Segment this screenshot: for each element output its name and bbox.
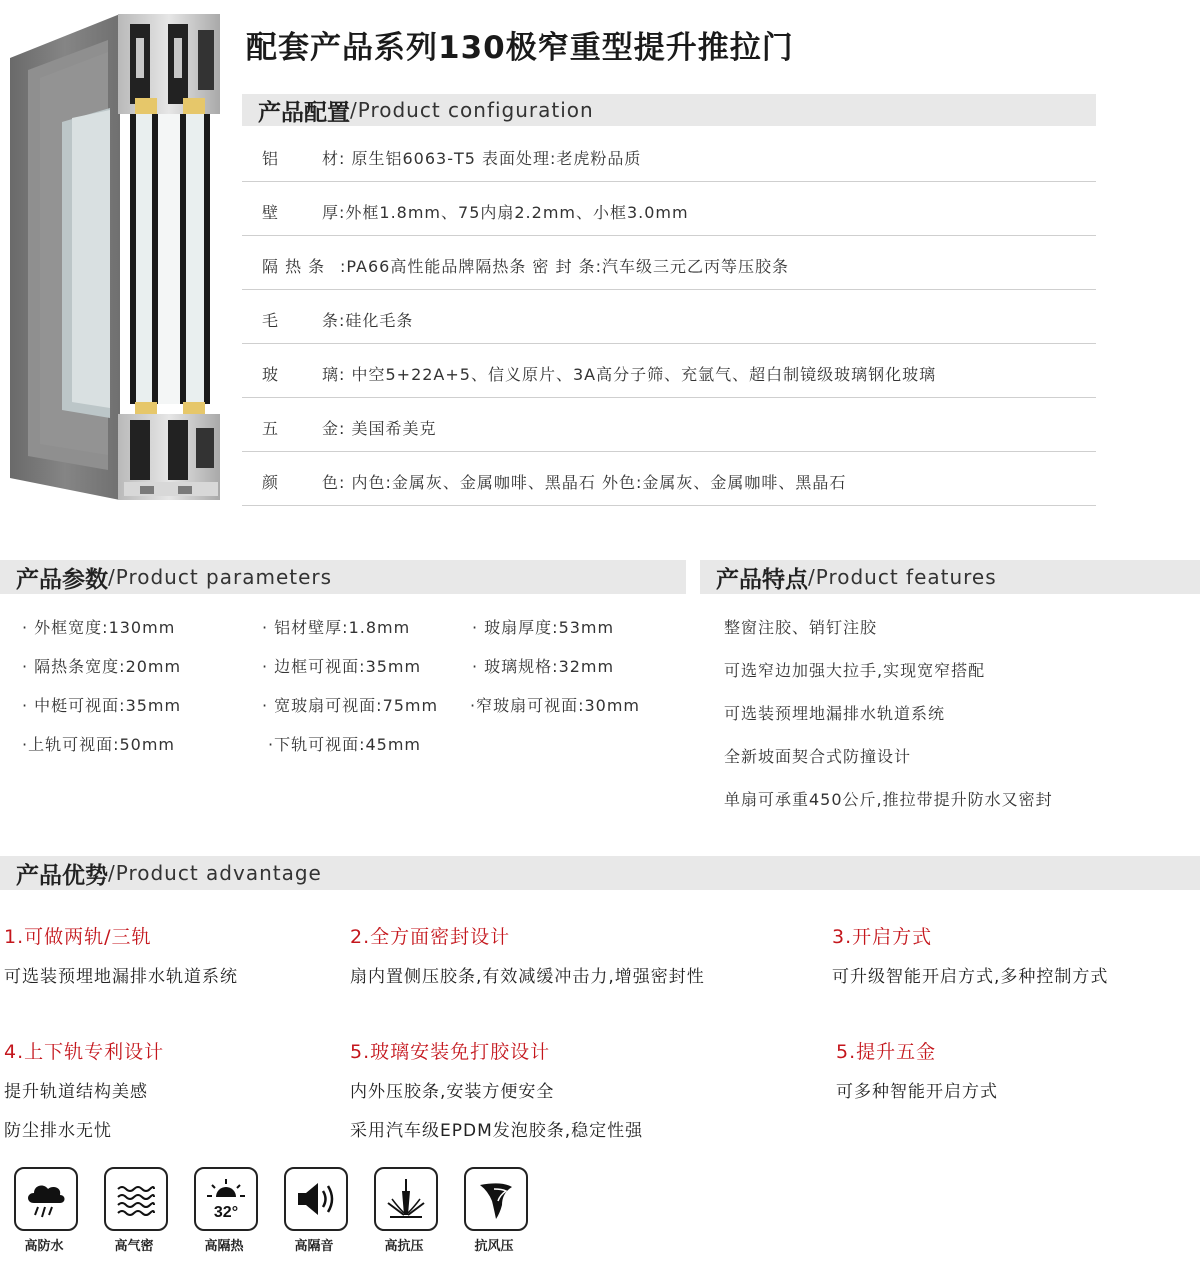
feature-item: 全新坡面契合式防撞设计 [724,747,912,766]
config-row-value: 材: 原生铝6063-T5 表面处理:老虎粉品质 [322,149,642,168]
sun-heat-icon [194,1167,258,1231]
advantage-line: 提升轨道结构美感 [4,1082,148,1102]
config-heading-cn: 产品配置 [258,99,350,126]
params-heading-en: /Product parameters [108,565,333,589]
advantage-line: 可多种智能开启方式 [836,1082,998,1102]
config-row-label: 颜 [262,473,280,492]
config-row-value: 璃: 中空5+22A+5、信义原片、3A高分子筛、充氩气、超白制镜级玻璃钢化玻璃 [322,365,937,384]
param-item: ·上轨可视面:50mm [22,735,176,754]
product-illustration [0,0,232,515]
speaker-icon [284,1167,348,1231]
advantage-line: 可升级智能开启方式,多种控制方式 [832,967,1109,987]
rain-cloud-icon [14,1167,78,1231]
wind-icon [464,1167,528,1231]
features-section-header [700,560,1200,594]
config-row-label: 隔 热 条 [262,257,326,276]
param-item: ·窄玻扇可视面:30mm [470,696,641,715]
param-item: · 外框宽度:130mm [22,618,176,637]
advantage-line: 采用汽车级EPDM发泡胶条,稳定性强 [350,1121,644,1141]
param-item: · 玻璃规格:32mm [472,657,615,676]
temperature-text: 32° [213,1204,239,1221]
param-item: · 玻扇厚度:53mm [472,618,615,637]
config-section-header [242,94,1096,126]
config-row-label: 壁 [262,203,280,222]
advantage-line: 内外压胶条,安装方便安全 [350,1082,555,1102]
config-heading-en: /Product configuration [350,98,594,122]
advantage-heading-cn: 产品优势 [16,862,108,889]
config-row-value: 色: 内色:金属灰、金属咖啡、黑晶石 外色:金属灰、金属咖啡、黑晶石 [322,473,847,492]
params-heading-cn: 产品参数 [16,566,108,593]
advantage-title: 4.上下轨专利设计 [4,1041,165,1063]
param-item: · 宽玻扇可视面:75mm [262,696,439,715]
feature-item: 可选窄边加强大拉手,实现宽窄搭配 [724,661,986,680]
feature-item: 整窗注胶、销钉注胶 [724,618,878,637]
config-row [242,236,1096,290]
advantage-line: 可选装预埋地漏排水轨道系统 [4,967,238,987]
icon-label: 高隔热 [204,1239,244,1254]
config-row-label: 铝 [262,149,280,168]
tower-icon [374,1167,438,1231]
param-item: · 中梃可视面:35mm [22,696,182,715]
advantage-section-header [0,856,1200,890]
advantage-line: 防尘排水无忧 [4,1121,112,1141]
feature-item: 单扇可承重450公斤,推拉带提升防水又密封 [724,790,1053,809]
advantage-title: 5.玻璃安装免打胶设计 [350,1041,551,1063]
config-row-label: 毛 [262,311,280,330]
params-section-header [0,560,686,594]
features-heading-cn: 产品特点 [716,566,808,593]
config-row [242,398,1096,452]
config-row-label: 五 [262,419,280,438]
advantage-title: 3.开启方式 [832,926,933,948]
advantage-heading-en: /Product advantage [108,861,322,885]
config-row [242,182,1096,236]
config-row [242,290,1096,344]
features-heading-en: /Product features [808,565,997,589]
config-row [242,344,1096,398]
feature-item: 可选装预埋地漏排水轨道系统 [724,704,946,723]
icon-label: 高隔音 [294,1239,334,1254]
param-item: · 隔热条宽度:20mm [22,657,182,676]
param-item: · 铝材壁厚:1.8mm [262,618,411,637]
config-row-value: :PA66高性能品牌隔热条 密 封 条:汽车级三元乙丙等压胶条 [340,257,789,276]
advantage-title: 2.全方面密封设计 [350,926,511,948]
icon-label: 高气密 [114,1239,154,1254]
config-row-value: 厚:外框1.8mm、75内扇2.2mm、小框3.0mm [322,203,689,222]
icon-label: 高抗压 [384,1239,424,1254]
advantage-line: 扇内置侧压胶条,有效减缓冲击力,增强密封性 [350,967,705,987]
config-row-value: 条:硅化毛条 [322,311,414,330]
advantage-title: 1.可做两轨/三轨 [4,926,152,948]
icon-label: 高防水 [24,1239,64,1254]
advantage-title: 5.提升五金 [836,1041,937,1063]
param-item: ·下轨可视面:45mm [268,735,422,754]
param-item: · 边框可视面:35mm [262,657,422,676]
icon-label: 抗风压 [474,1239,514,1254]
page-title: 配套产品系列130极窄重型提升推拉门 [246,30,794,66]
config-row-label: 玻 [262,365,280,384]
config-row-value: 金: 美国希美克 [322,419,437,438]
config-row [242,452,1096,506]
air-waves-icon [104,1167,168,1231]
config-row [242,128,1096,182]
